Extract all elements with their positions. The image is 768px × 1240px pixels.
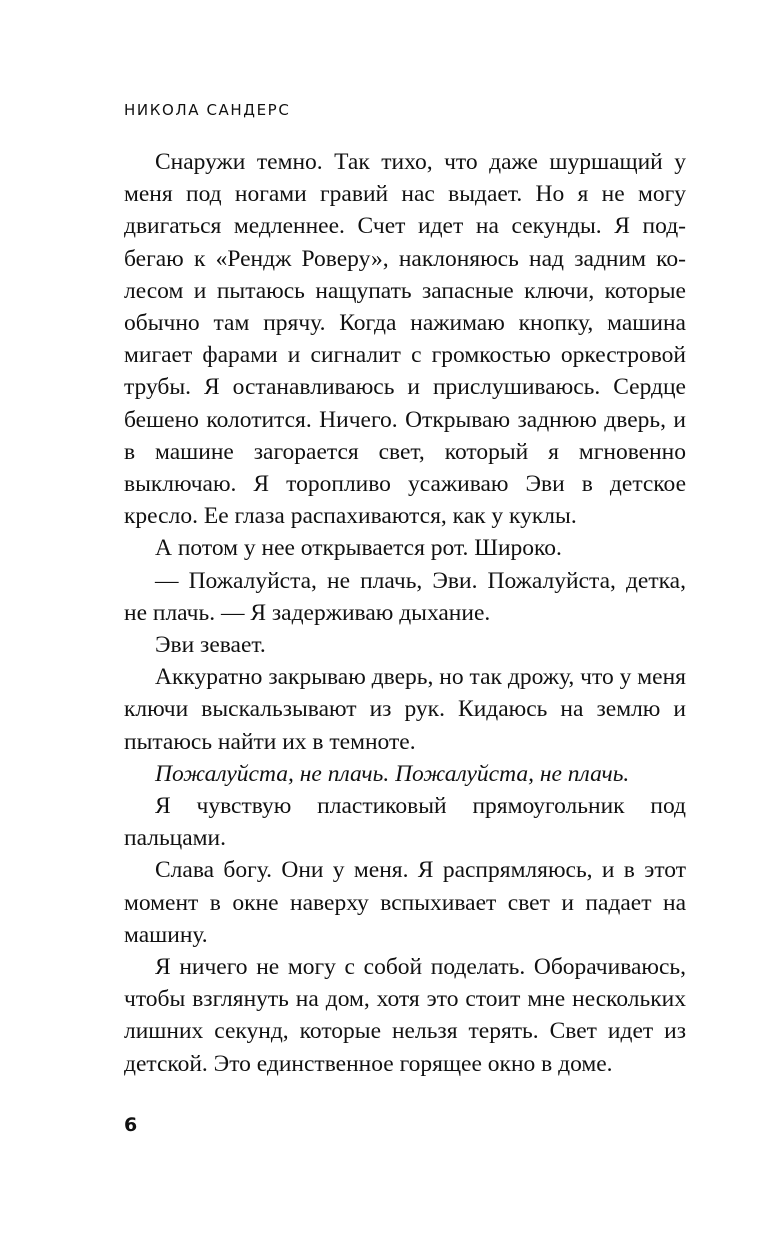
body-text bbox=[124, 146, 686, 1080]
paragraph: Эви зевает. bbox=[155, 632, 266, 659]
paragraph: Слава богу. Они у меня. Я распрямляюсь, и в этот момент в окне наверху вспыхивает свет и падает на машину. bbox=[124, 857, 686, 948]
running-head-author: НИКОЛА САНДЕРС bbox=[124, 101, 291, 119]
paragraph: Я ничего не могу с собой поделать. Оборачиваюсь, чтобы взглянуть на дом, хотя это стоит мне нескольких лишних секунд, которые нельзя терять. Свет идет из детской. Это единственное горящее окно в доме. bbox=[124, 954, 686, 1077]
paragraph: Аккуратно закрываю дверь, но так дрожу, что у меня ключи выскальзывают из рук. Кидаюсь на землю и пытаюсь найти их в темноте. bbox=[124, 664, 686, 755]
paragraph-italic: Пожалуйста, не плачь. Пожалуйста, не плачь. bbox=[155, 760, 630, 787]
paragraph: А потом у нее открывается рот. Широко. bbox=[155, 535, 562, 562]
paragraph: Снаружи темно. Так тихо, что даже шуршащий у меня под ногами гравий нас выдает. Но я не могу двигаться медленнее. Счет идет на секунды. Я подбегаю к «Рендж Роверу», наклоняюсь над задним колесом и пытаюсь нащупать запасные ключи, которые обычно там прячу. Когда нажимаю кнопку, машина мигает фарами и сигналит с громкостью оркестровой трубы. Я останавливаюсь и прислушиваюсь. Сердце бешено колотится. Ничего. Открываю заднюю дверь, и в машине загорается свет, который я мгновенно выключаю. Я торопливо усаживаю Эви в детское кресло. Ее глаза распахиваются, как у куклы. bbox=[124, 149, 686, 530]
page-number: 6 bbox=[124, 1114, 138, 1136]
paragraph: — Пожалуйста, не плачь, Эви. Пожалуйста, детка, не плачь. — Я задерживаю дыхание. bbox=[124, 567, 686, 626]
paragraph: Я чувствую пластиковый прямоугольник под пальцами. bbox=[124, 793, 686, 852]
